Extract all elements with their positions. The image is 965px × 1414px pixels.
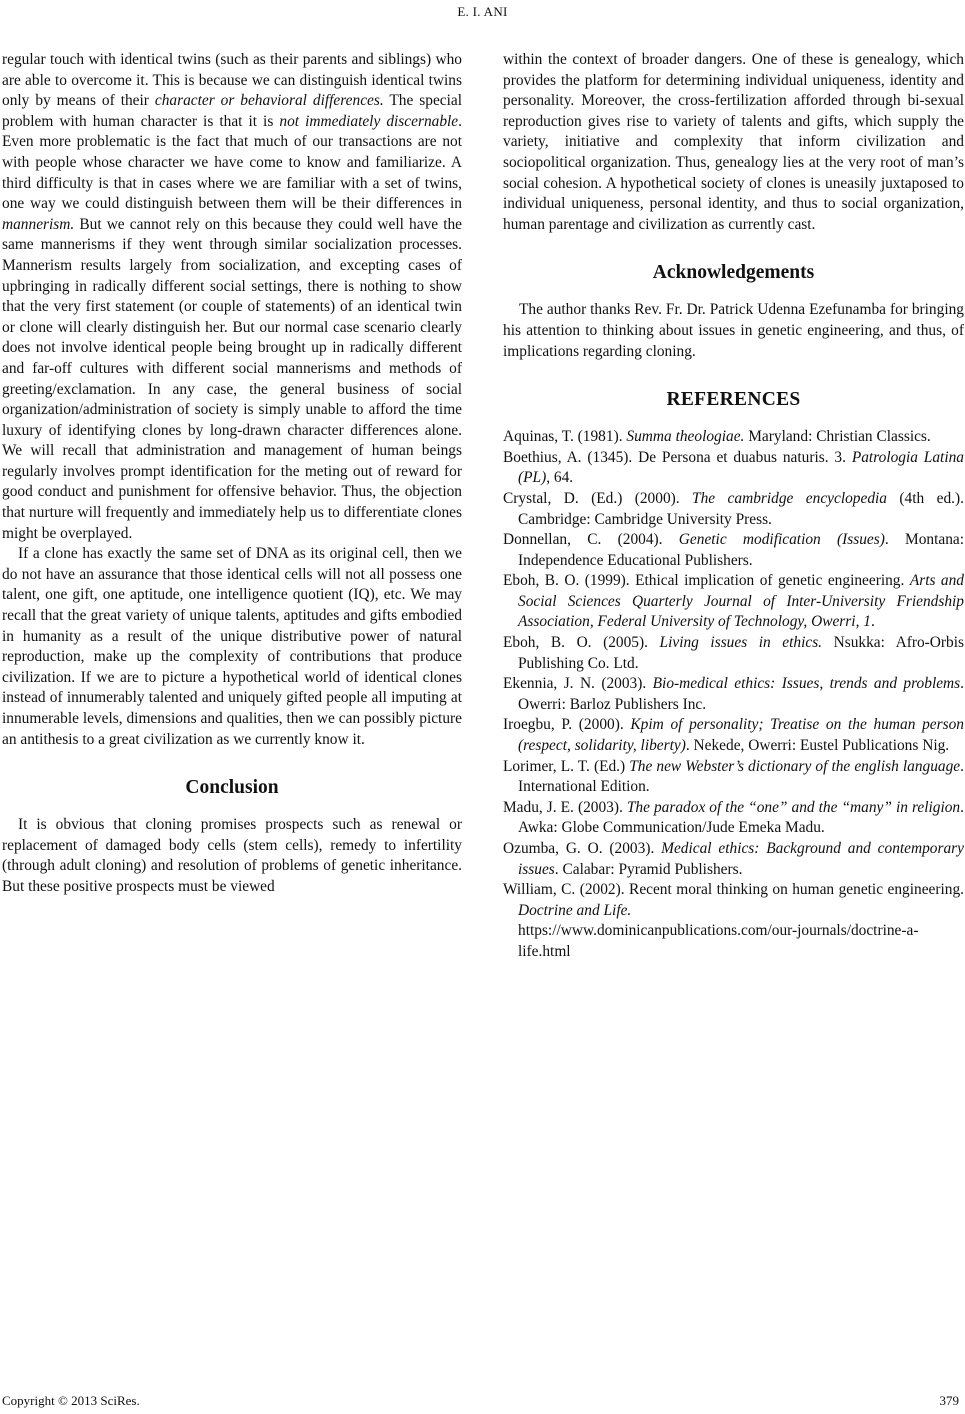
text-run: Donnellan, C. (2004). bbox=[503, 531, 679, 549]
text-run: regular touch with identical twins (such as their parents and siblings) who are able to overcome it. This is because we can distinguish identical twins only by means of their bbox=[2, 51, 462, 110]
text-run: Eboh, B. O. (1999). Ethical implication of genetic engineering. bbox=[503, 572, 910, 590]
text-run: . Calabar: Pyramid Publishers. bbox=[554, 860, 743, 878]
text-run: . Montana: Independence Educational Publishers. bbox=[518, 531, 965, 569]
section-heading-references: REFERENCES bbox=[666, 389, 801, 411]
text-run: Ekennia, J. N. (2003). bbox=[503, 675, 653, 693]
text-run: Nsukka: Afro-Orbis Publishing Co. Ltd. bbox=[518, 634, 964, 672]
text-run: Iroegbu, P. (2000). bbox=[503, 716, 631, 734]
text-run: Boethius, A. (1345). De Persona et duabus naturis. 3. bbox=[503, 448, 852, 466]
italic-text: Doctrine and Life. bbox=[518, 901, 632, 919]
reference-entry bbox=[503, 674, 964, 715]
text-run: The special problem with human character is that it is bbox=[2, 92, 462, 130]
italic-text: Medical ethics: Background and contemporary issues bbox=[518, 840, 965, 878]
reference-entry bbox=[503, 633, 964, 674]
reference-entry bbox=[503, 489, 964, 530]
body-paragraph bbox=[2, 50, 462, 544]
italic-text: Bio-medical ethics: Issues, trends and problems bbox=[652, 675, 961, 693]
text-run: Aquinas, T. (1981). bbox=[503, 428, 627, 446]
footer-copyright: Copyright © 2013 SciRes. bbox=[2, 1393, 140, 1408]
italic-text: The new Webster’s dictionary of the english language bbox=[629, 757, 961, 775]
reference-list bbox=[503, 427, 964, 962]
right-column bbox=[503, 50, 964, 963]
text-run: . Owerri: Barloz Publishers Inc. bbox=[518, 675, 965, 713]
italic-text: Patrologia Latina (PL) bbox=[518, 448, 964, 487]
reference-entry bbox=[503, 448, 964, 489]
italic-text: character or behavioral differences. bbox=[154, 92, 384, 110]
text-run: But we cannot rely on this because they could well have the same mannerisms if they went through similar socialization processes. Mannerism results largely from socialization, and excepting cases of upbringing in radically different social settings, there is nothing to show that the very first statement (or couple of statements) of an identical twin or clone will clearly distinguish her. But our normal case scenario clearly does not involve identical people being brought up in radically different and far-off cultures with different social mannerisms and methods of greeting/exclamation. In any case, the general business of social organization/administration of society is simply unable to afford the time luxury of identifying clones by long-drawn character differences alone. We will recall that administration and management of human beings regularly involves prompt identification for the meting out of reward for good conduct and punishment for offensive behavior. Thus, the objection that nurture will frequently and immediately help us to differentiate clones might be overplayed. bbox=[2, 215, 462, 542]
left-column bbox=[2, 50, 462, 898]
italic-text: The cambridge encyclopedia bbox=[692, 489, 887, 507]
reference-entry bbox=[503, 880, 964, 962]
italic-text: not immediately discernable bbox=[279, 112, 459, 130]
italic-text: Genetic modification (Issues) bbox=[678, 531, 885, 549]
body-paragraph: It is obvious that cloning promises prospects such as renewal or replacement of damaged body cells (stem cells), remedy to infertility (through adult cloning) and resolution of problems of genetic inheritance. But these positive prospects must be viewed bbox=[2, 816, 462, 895]
text-run: Lorimer, L. T. (Ed.) bbox=[503, 757, 630, 775]
reference-url: https://www.dominicanpublications.com/our-journals/doctrine-a-life.html bbox=[518, 922, 919, 960]
section-heading-conclusion: Conclusion bbox=[185, 777, 279, 799]
text-run: , 64. bbox=[546, 469, 574, 487]
page-number: 379 bbox=[939, 1393, 959, 1408]
text-run: William, C. (2002). Recent moral thinking on human genetic engineering. bbox=[503, 881, 964, 899]
text-run: . Nekede, Owerri: Eustel Publications Nig. bbox=[685, 737, 950, 755]
reference-entry bbox=[503, 757, 964, 798]
text-run: Maryland: Christian Classics. bbox=[744, 428, 931, 446]
text-run: Madu, J. E. (2003). bbox=[503, 798, 627, 816]
reference-entry bbox=[503, 571, 964, 633]
reference-entry bbox=[503, 427, 964, 448]
text-run: . International Edition. bbox=[518, 757, 964, 796]
text-run: (4th ed.). Cambridge: Cambridge University Press. bbox=[518, 489, 964, 528]
body-paragraph: The author thanks Rev. Fr. Dr. Patrick Udenna Ezefunamba for bringing his attention to thinking about issues in genetic engineering, and thus, of implications regarding cloning. bbox=[503, 301, 964, 360]
reference-entry bbox=[503, 530, 964, 571]
italic-text: Arts and Social Sciences Quarterly Journal of Inter-University Friendship Association, Federal University of Technology, Owerri, 1 bbox=[518, 572, 965, 631]
text-run: . Even more problematic is the fact that much of our transactions are not with people whose character we have come to know and familiarize. A third difficulty is that in cases where we are familiar with a set of twins, one way we could distinguish between them will be their differences in bbox=[2, 112, 462, 213]
body-paragraph: If a clone has exactly the same set of DNA as its original cell, then we do not have an assurance that those identical cells will not all possess one talent, one gift, one aptitude, one intelligence quotient (IQ), etc. We may recall that the great variety of unique talents, aptitudes and gifts embodied in humanity as a result of the unique distributive power of natural reproduction, make up the complexity of contributions that produce civilization. If we are to picture a hypothetical world of identical clones instead of innumerably talented and uniquely gifted people all imputing at innumerable levels, dimensions and qualities, then we can possibly picture an antithesis to a great civilization as we currently know it. bbox=[2, 545, 462, 748]
text-run: Ozumba, G. O. (2003). bbox=[503, 840, 662, 857]
body-paragraph: within the context of broader dangers. One of these is genealogy, which provides the platform for determining individual uniqueness, identity and personality. Moreover, the cross-fertilization afforded through bi-sexual reproduction gives rise to variety of talents and gifts, which supply the variety, initiative and complexity that inform civilization and sociopolitical organization. Thus, genealogy lies at the very root of man’s social cohesion. A hypothetical society of clones is uneasily juxtaposed to individual uniqueness, personal identity, and thus to social organization, human parentage and civilization as currently cast. bbox=[503, 51, 964, 233]
text-run: Crystal, D. (Ed.) (2000). bbox=[503, 489, 693, 507]
text-run: Eboh, B. O. (2005). bbox=[503, 634, 660, 652]
reference-entry bbox=[503, 839, 964, 880]
italic-text: Living issues in ethics. bbox=[659, 634, 823, 652]
italic-text: Kpim of personality; Treatise on the human person (respect, solidarity, liberty) bbox=[518, 716, 964, 755]
italic-text: The paradox of the “one” and the “many” in religion bbox=[626, 798, 961, 816]
section-heading-acknowledgements: Acknowledgements bbox=[652, 262, 815, 284]
italic-text: Summa theologiae. bbox=[626, 428, 745, 446]
text-run: . bbox=[870, 613, 875, 631]
running-header: E. I. ANI bbox=[457, 4, 508, 19]
reference-entry bbox=[503, 715, 964, 756]
text-run: . Awka: Globe Communication/Jude Emeka Madu. bbox=[518, 798, 964, 837]
italic-text: mannerism. bbox=[2, 215, 75, 233]
reference-entry bbox=[503, 798, 964, 839]
